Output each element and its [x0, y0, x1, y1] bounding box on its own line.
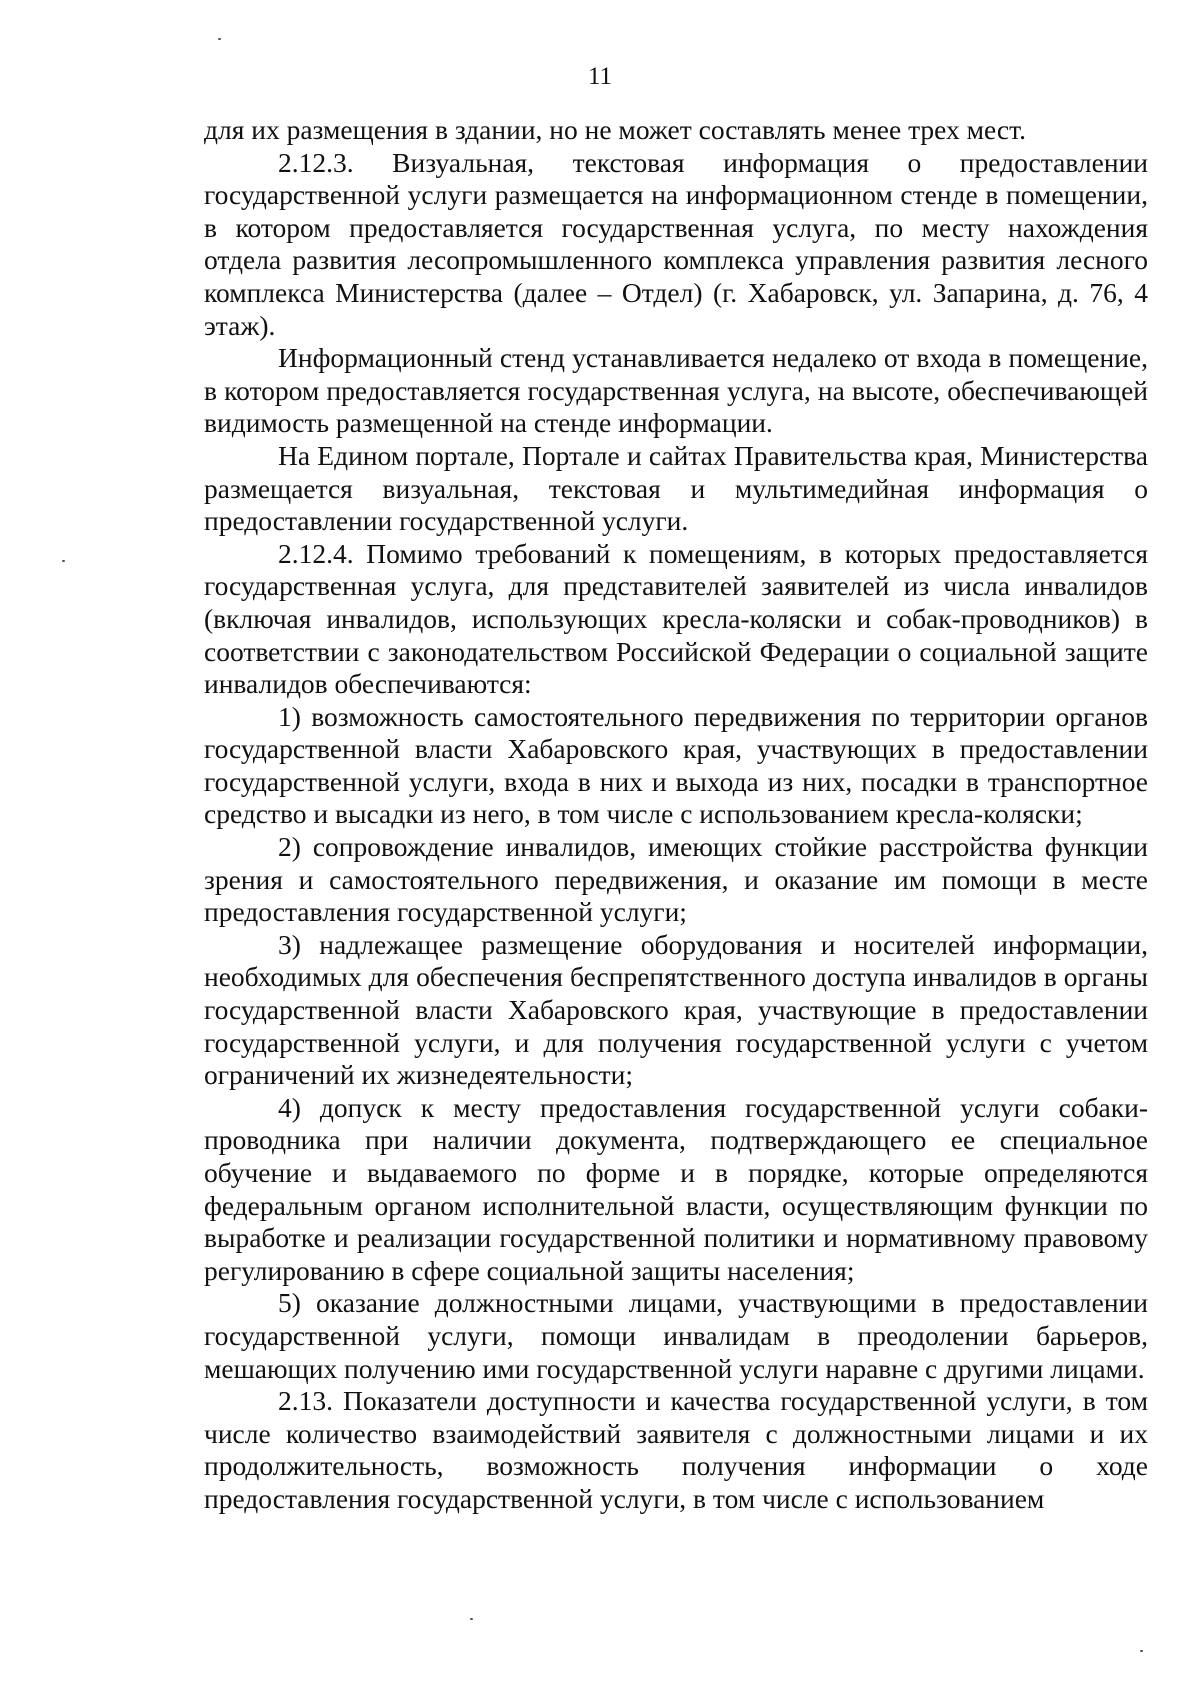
- list-item-5: 5) оказание должностными лицами, участвующими в предоставлении государственной услуги, помощи инвалидам в преодолении барьеров, мешающих получению ими государственной услуги наравне с другими лицами.: [204, 1287, 1148, 1384]
- scan-speck: [62, 560, 65, 562]
- list-item-4: 4) допуск к месту предоставления государственной услуги собаки-проводника при наличии документа, подтверждающего ее специальное обучение и выдаваемого по форме и в порядке, которые определяются федеральным органом исполнительной власти, осуществляющим функции по выработке и реализации государственной политики и нормативному правовому регулированию в сфере социальной защиты населения;: [204, 1091, 1148, 1286]
- paragraph-portals: На Едином портале, Портале и сайтах Правительства края, Министерства размещается визуальная, текстовая и мультимедийная информация о предоставлении государственной услуги.: [204, 439, 1148, 537]
- scan-speck: [218, 38, 221, 40]
- document-body: [204, 114, 1148, 1516]
- list-item-2: 2) сопровождение инвалидов, имеющих стойкие расстройства функции зрения и самостоятельного передвижения, и оказание им помощи в месте предоставления государственной услуги;: [204, 831, 1148, 928]
- page-number: 11: [587, 63, 613, 90]
- paragraph-info-stand: Информационный стенд устанавливается недалеко от входа в помещение, в котором предоставляется государственная услуга, на высоте, обеспечивающей видимость размещенной на стенде информации.: [204, 342, 1148, 439]
- paragraph-2-12-4: 2.12.4. Помимо требований к помещениям, в которых предоставляется государственная услуга, для представителей заявителей из числа инвалидов (включая инвалидов, использующих кресла-коляски и собак-проводников) в соответствии с законодательством Российской Федерации о социальной защите инвалидов обеспечиваются:: [204, 537, 1148, 700]
- paragraph-2-12-3: 2.12.3. Визуальная, текстовая информация о предоставлении государственной услуги размещается на информационном стенде в помещении, в котором предоставляется государственная услуга, по месту нахождения отдела развития лесопромышленного комплекса управления развития лесного комплекса Министерства (далее – Отдел) (г. Хабаровск, ул. Запарина, д. 76, 4 этаж).: [204, 146, 1148, 341]
- list-item-1: 1) возможность самостоятельного передвижения по территории органов государственной власти Хабаровского края, участвующих в предоставлении государственной услуги, входа в них и выхода из них, посадки в транспортное средство и высадки из него, в том числе с использованием кресла-коляски;: [204, 700, 1148, 830]
- paragraph-2-13: 2.13. Показатели доступности и качества государственной услуги, в том числе количество взаимодействий заявителя с должностными лицами и их продолжительность, возможность получения информации о ходе предоставления государственной услуги, в том числе с использованием: [204, 1385, 1148, 1514]
- paragraph-continuation: для их размещения в здании, но не может составлять менее трех мест.: [204, 114, 1026, 145]
- scan-speck: [470, 1618, 473, 1620]
- list-item-3: 3) надлежащее размещение оборудования и носителей информации, необходимых для обеспечения беспрепятственного доступа инвалидов в органы государственной власти Хабаровского края, участвующие в предоставлении государственной услуги, и для получения государственной услуги с учетом ограничений их жизнедеятельности;: [204, 928, 1148, 1091]
- scan-speck: [1140, 1650, 1143, 1652]
